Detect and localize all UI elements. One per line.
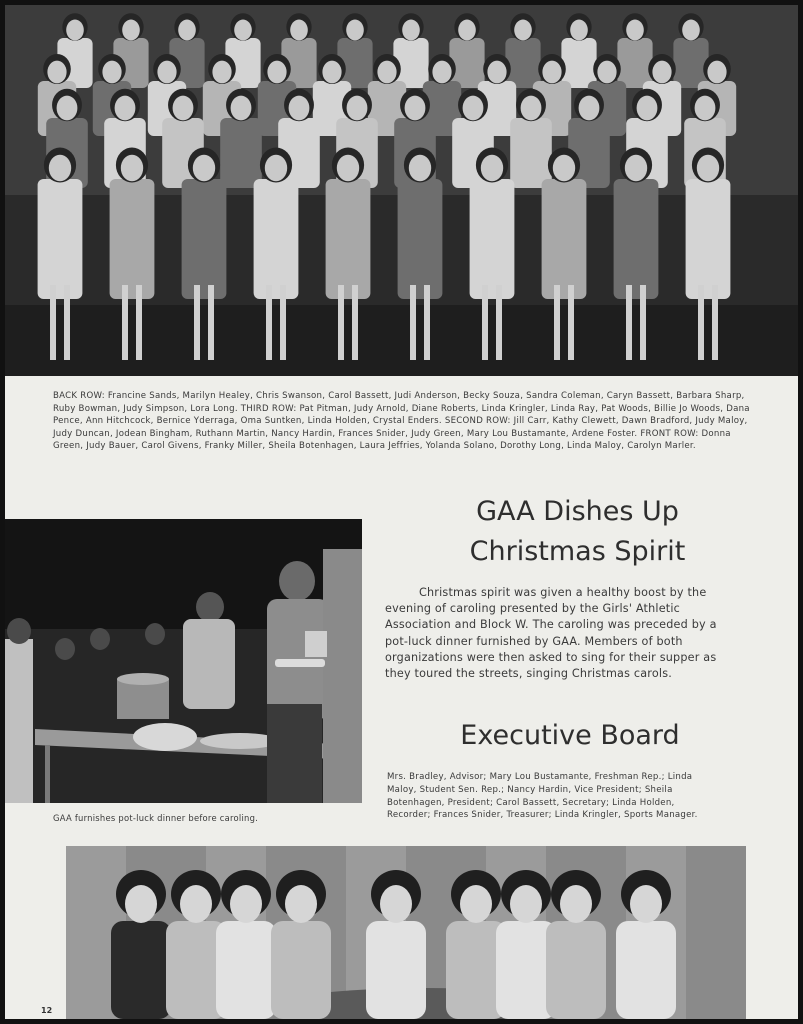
executive-board-photo xyxy=(66,846,746,1019)
article-headline xyxy=(385,492,770,572)
executive-board-caption xyxy=(387,771,717,822)
group-photo-caption xyxy=(53,390,763,453)
dinner-photo xyxy=(5,519,362,803)
executive-board-heading-text: Executive Board xyxy=(460,720,680,751)
page-number xyxy=(41,1006,52,1015)
executive-board-caption-text: Mrs. Bradley, Advisor; Mary Lou Bustamante, Freshman Rep.; Linda Maloy, Student Sen. Rep.; Nancy Hardin, Vice President; Sheila Botenhagen, President; Carol Bassett, Secretary; Linda Holden, Recorder; Frances Snider, Treasurer; Linda Kringler, Sports Manager. xyxy=(387,772,698,821)
executive-board-heading xyxy=(405,717,735,755)
headline-line-2: Christmas Spirit xyxy=(469,536,686,567)
group-photo-caption-text: BACK ROW: Francine Sands, Marilyn Healey, Chris Swanson, Carol Bassett, Judi Anderson, Becky Souza, Sandra Coleman, Caryn Bassett, Barbara Sharp, Ruby Bowman, Judy Simpson, Lora Long. THIRD ROW: Pat Pitman, Judy Arnold, Diane Roberts, Linda Kringler, Linda Ray, Pat Woods, Billie Jo Woods, Dana Pence, Ann Hitchcock, Bernice Yderraga, Oma Suntken, Linda Holden, Crystal Enders. SECOND ROW: Jill Carr, Kathy Clewett, Dawn Bradford, Judy Maloy, Judy Duncan, Jodean Bingham, Ruthann Martin, Nancy Hardin, Frances Snider, Judy Green, Mary Lou Bustamante, Ardene Foster. FRONT ROW: Donna Green, Judy Bauer, Carol Givens, Franky Miller, Sheila Botenhagen, Laura Jeffries, Yolanda Solano, Dorothy Long, Linda Maloy, Carolyn Marler. xyxy=(53,391,750,452)
headline-line-1: GAA Dishes Up xyxy=(476,496,679,527)
article-body xyxy=(385,585,720,682)
executive-board-photo-image xyxy=(66,846,746,1019)
dinner-photo-image xyxy=(5,519,362,803)
article-body-text: Christmas spirit was given a healthy boost by the evening of caroling presented by the Girls' Athletic Association and Block W. The caroling was preceded by a pot-luck dinner furnished by GAA. Members of both organizations were then asked to sing for their supper as they toured the streets, singing Christmas carols. xyxy=(385,586,717,681)
page-number-text: 12 xyxy=(41,1006,53,1015)
dinner-photo-caption-text: GAA furnishes pot-luck dinner before caroling. xyxy=(53,813,259,823)
dinner-photo-caption xyxy=(53,813,258,823)
group-photo-image xyxy=(5,5,798,376)
group-photo xyxy=(5,5,798,376)
yearbook-page xyxy=(5,5,798,1019)
